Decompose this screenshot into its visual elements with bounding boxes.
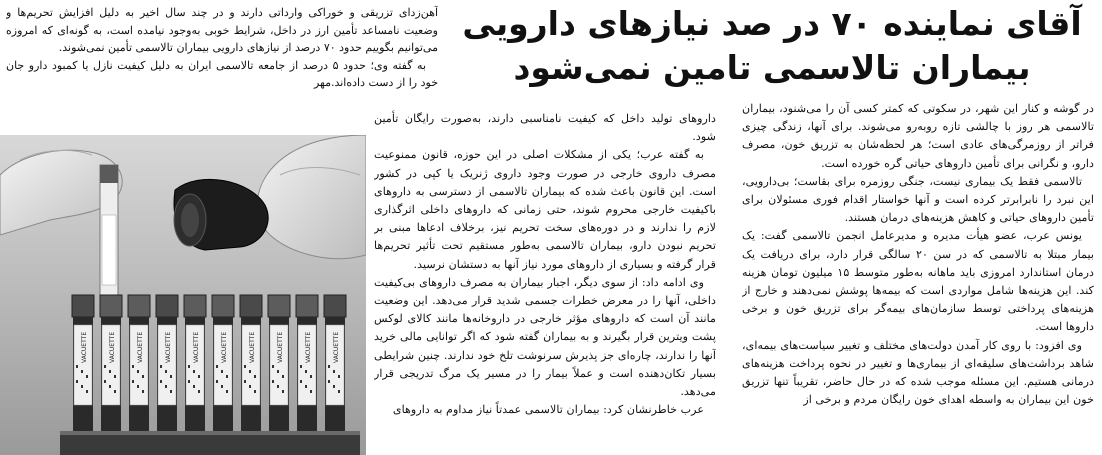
blood-tube [268,295,290,435]
article-column-middle [374,110,716,455]
tube-label-text: VACUETTE [165,331,172,363]
blood-tube [212,295,234,435]
paragraph: آهن‌زدای تزریقی و خوراکی وارداتی دارند و در چند سال اخیر به دلیل افزایش تحریم‌ها و وضعیت نامساعد تأمین ارز در داخل، شرایط خوبی به‌وجود نیامده است، به گونه‌ای که امروزه می‌توانیم بگوییم حدود ۷۰ درصد از نیازهای دارویی بیماران تالاسمی تأمین نمی‌شوند. [6,6,438,54]
tube-label-text: VACUETTE [81,331,88,363]
blood-tube [100,295,122,435]
blood-tube [240,295,262,435]
paragraph: به گفته وی؛ حدود ۵ درصد از جامعه تالاسمی ایران به دلیل کیفیت نازل یا کمبود دارو جان خود را از دست داده‌اند.مهر [6,58,438,89]
tube-label-text: VACUETTE [277,331,284,363]
blood-tube [184,295,206,435]
tube-label-text: VACUETTE [333,331,340,363]
paragraph: وی افزود: با روی کار آمدن دولت‌های مختلف و تغییر سیاست‌های بیمه‌ای، شاهد برداشت‌های سلیقه‌ای از بیماری‌ها و تغییر در نحوه پرداخت هزینه‌های درمانی هستیم. این مسئله موجب شده که در حال حاضر، تقریباً تنها تزریق خون این بیماران به واسطه اهدای خون رایگان مردم و برخی از [742,338,1094,407]
article-column-right [742,100,1094,455]
paragraph: یونس عرب، عضو هیأت مدیره و مدیرعامل انجمن تالاسمی گفت: یک بیمار مبتلا به تالاسمی که در سن ۲۰ سالگی قرار دارد، برای دریافت یک درمان استاندارد امروزی باید ماهانه به‌طور متوسط ۱۵ میلیون تومان هزینه کند. این هزینه‌ها شامل مواردی است که بیمه‌ها پوشش نمی‌دهند و خارج از هزینه‌های پرداختی توسط سازمان‌های بیمه‌گر برای تزریق خون و برخی داروها است. [742,229,1094,334]
headline-line-1: آقای نماینده ۷۰ در صد نیازهای دارویی [462,4,1082,43]
paragraph: وی ادامه داد: از سوی دیگر، اجبار بیماران به مصرف داروهای بی‌کیفیت داخلی، آنها را در معرض خطرات جسمی شدید قرار می‌دهد. این وضعیت مانند آن است که داروهای مؤثر خارجی در داروخانه‌ها مانند کالای لوکس پشت ویترین قرار بگیرند و به بیماران گفته شود که اگر توانایی مالی خرید آنها را ندارند، چاره‌ای جز پذیرش سرنوشت تلخ خود ندارند. چنین شرایطی بسیار تکان‌دهنده است و عملاً بیمار را در مسیر یک مرگ تدریجی قرار می‌دهد. [374,275,716,399]
article-photo-blood-tubes [0,135,366,455]
blood-tube [128,295,150,435]
blood-tube [72,295,94,435]
blood-tube [156,295,178,435]
tube-label-text: VACUETTE [137,331,144,363]
tube-label-text: VACUETTE [221,331,228,363]
article-column-top-left [6,4,438,126]
blood-tube [324,295,346,435]
paragraph: به گفته عرب؛ یکی از مشکلات اصلی در این حوزه، قانون ممنوعیت مصرف داروی خارجی در صورت وجود داروی ژنریک یا کپی در کشور است. این قانون باعث شده که بیماران تالاسمی از دسترسی به داروهای باکیفیت خارجی محروم شوند، حتی زمانی که داروهای داخلی اثرگذاری لازم را ندارند و در دوره‌های سخت تحریم نیز، برخلاف ادعاها مبنی بر تحریم نبودن دارو، بیماران تالاسمی به‌طور مستقیم تحت تأثیر تحریم‌ها قرار گرفته و بسیاری از داروهای مورد نیاز آنها به دستشان نرسید. [374,148,716,271]
paragraph: عرب خاطرنشان کرد: بیماران تالاسمی عمدتاً نیاز مداوم به داروهای [392,403,704,417]
paragraph: تالاسمی فقط یک بیماری نیست، جنگی روزمره برای بقاست؛ بی‌دارویی، این نبرد را نابرابرتر کرده است و آنها خواستار اقدام فوری مسئولان برای تأمین داروهای حیاتی و کاهش هزینه‌های درمان هستند. [742,174,1094,225]
headline-line-2: بیماران تالاسمی تامین نمی‌شود [513,48,1031,87]
blood-tube [296,295,318,435]
paragraph: داروهای تولید داخل که کیفیت نامناسبی دارند، به‌صورت رایگان تأمین شود. [374,112,716,144]
headline [448,2,1096,100]
tube-label-text: VACUETTE [109,331,116,363]
tube-label-text: VACUETTE [249,331,256,363]
tube-label-text: VACUETTE [305,331,312,363]
tube-label-text: VACUETTE [193,331,200,363]
paragraph: در گوشه و کنار این شهر، در سکوتی که کمتر کسی آن را می‌شنود، بیماران تالاسمی هر روز با چالشی تازه روبه‌رو می‌شوند. برای آنها، زندگی چیزی فراتر از روزمرگی‌های عادی است؛ هر لحظه‌شان به تزریق خون، مصرف دارو، و نگرانی برای تأمین داروهای حیاتی گره خورده است. [742,102,1094,170]
